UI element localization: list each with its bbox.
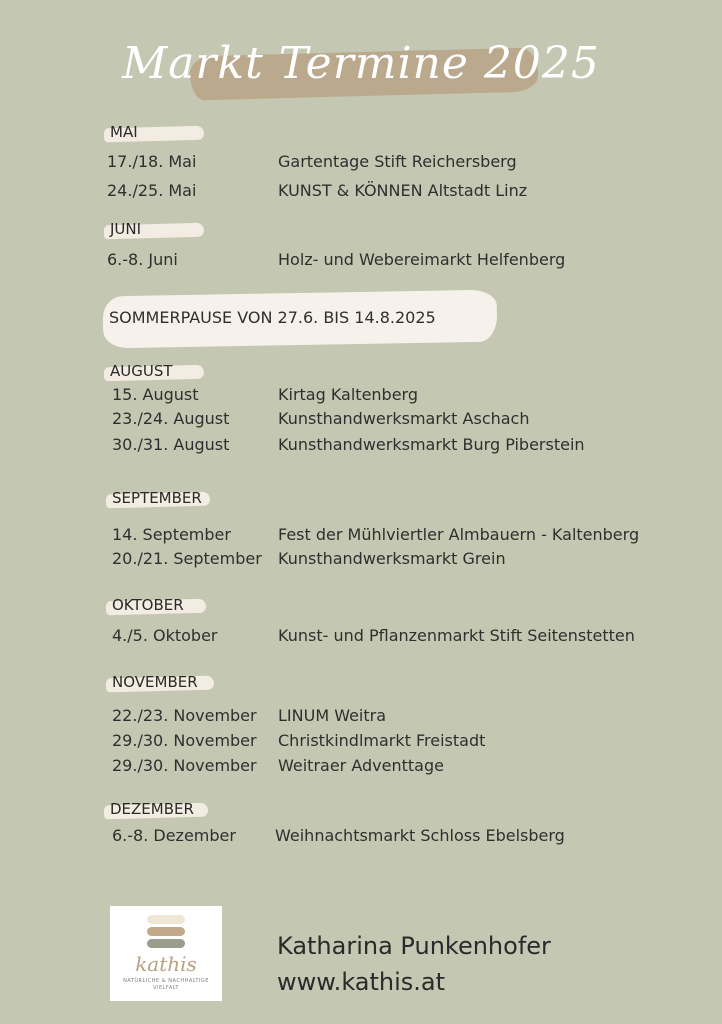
event-title: Christkindlmarkt Freistadt <box>278 731 486 750</box>
logo-wordmark: kathis <box>135 952 197 976</box>
event-date: 22./23. November <box>112 706 257 725</box>
footer-name: Katharina Punkenhofer <box>277 932 551 960</box>
section-heading-september: SEPTEMBER <box>112 486 202 510</box>
event-title: KUNST & KÖNNEN Altstadt Linz <box>278 181 528 200</box>
event-date: 30./31. August <box>112 435 230 454</box>
event-date: 17./18. Mai <box>107 152 197 171</box>
footer-website-link[interactable]: www.kathis.at <box>277 968 446 996</box>
event-date: 6.-8. Juni <box>107 250 178 269</box>
section-heading-mai: MAI <box>110 120 138 144</box>
event-date: 6.-8. Dezember <box>112 826 236 845</box>
event-date: 15. August <box>112 385 199 404</box>
event-title: Kunsthandwerksmarkt Grein <box>278 549 506 568</box>
event-date: 29./30. November <box>112 756 257 775</box>
event-date: 14. September <box>112 525 231 544</box>
event-title: Kirtag Kaltenberg <box>278 385 419 404</box>
title-block <box>0 30 722 110</box>
event-title: Fest der Mühlviertler Almbauern - Kaltenberg <box>278 525 640 544</box>
section-heading-november: NOVEMBER <box>112 670 198 694</box>
section-heading-oktober: OKTOBER <box>112 593 184 617</box>
section-heading-juni: JUNI <box>110 217 141 241</box>
section-heading-august: AUGUST <box>110 359 173 383</box>
event-title: LINUM Weitra <box>278 706 387 725</box>
event-date: 20./21. September <box>112 549 262 568</box>
logo-stripe-beige <box>147 927 185 936</box>
logo-stripe-light <box>147 915 185 924</box>
event-title: Weitraer Adventtage <box>278 756 444 775</box>
event-title: Kunsthandwerksmarkt Aschach <box>278 409 530 428</box>
logo-tagline: NATÜRLICHE & NACHHALTIGE VIELFALT <box>123 978 209 991</box>
logo-stripe-sage <box>147 939 185 948</box>
kathis-logo <box>110 906 222 1001</box>
event-title: Kunsthandwerksmarkt Burg Piberstein <box>278 435 585 454</box>
summer-break-banner <box>103 293 497 345</box>
section-heading-dezember: DEZEMBER <box>110 797 194 821</box>
event-title: Kunst- und Pflanzenmarkt Stift Seitenstetten <box>278 626 635 645</box>
event-title: Gartentage Stift Reichersberg <box>278 152 517 171</box>
summer-break-text: SOMMERPAUSE VON 27.6. BIS 14.8.2025 <box>109 308 436 327</box>
event-title: Weihnachtsmarkt Schloss Ebelsberg <box>275 826 565 845</box>
event-date: 29./30. November <box>112 731 257 750</box>
event-date: 24./25. Mai <box>107 181 197 200</box>
event-title: Holz- und Webereimarkt Helfenberg <box>278 250 566 269</box>
event-date: 4./5. Oktober <box>112 626 218 645</box>
event-date: 23./24. August <box>112 409 230 428</box>
page-title: Markt Termine 2025 <box>122 38 600 89</box>
